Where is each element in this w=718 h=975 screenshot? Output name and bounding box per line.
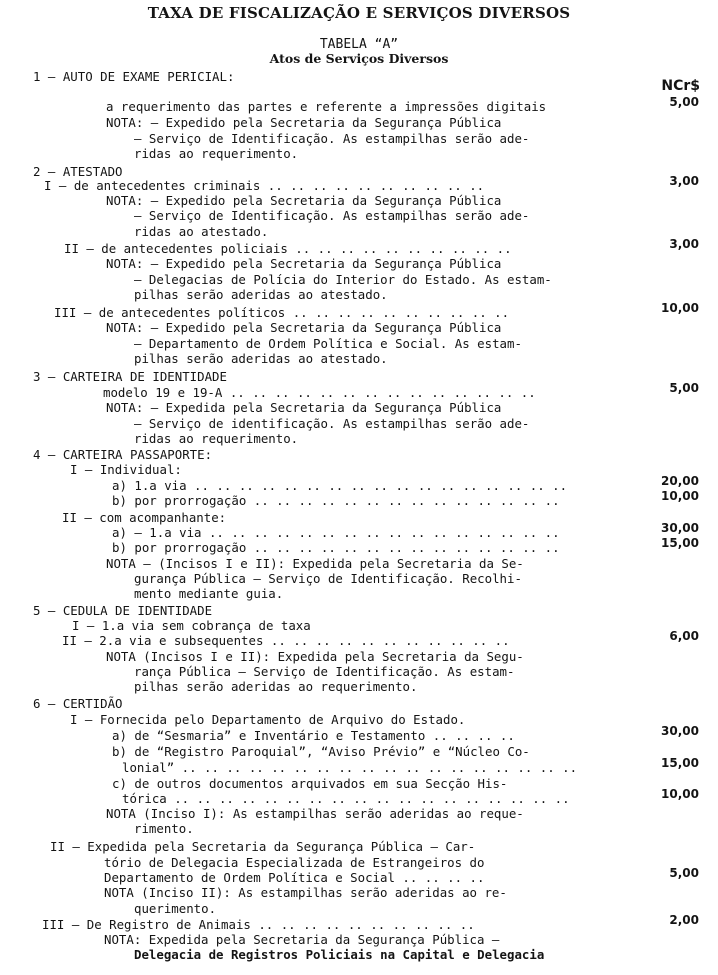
- fee-value: 30,00: [661, 521, 699, 535]
- text-line: [62, 510, 317, 526]
- text-line: [33, 603, 313, 619]
- line-text: NOTA: — Expedida pela Secretaria da Segurança Pública: [106, 400, 502, 415]
- text-line: [134, 664, 614, 680]
- table-label: TABELA “A”: [319, 37, 399, 52]
- line-text: b) por prorrogação .. .. .. .. .. .. .. .. .. .. .. .. .. ..: [112, 540, 560, 555]
- text-line: [134, 272, 614, 288]
- currency-header: NCr$: [661, 78, 700, 94]
- text-line: [70, 712, 570, 728]
- line-text: 2 — ATESTADO: [33, 164, 123, 179]
- line-text: mento mediante guia.: [134, 586, 284, 601]
- text-line: [134, 208, 614, 224]
- text-line: [112, 525, 612, 541]
- table-subtitle: Atos de Serviços Diversos: [269, 51, 449, 66]
- line-text: b) de “Registro Paroquial”, “Aviso Prévio” e “Núcleo Co-: [112, 744, 530, 759]
- text-line: [112, 478, 612, 494]
- line-text: NOTA (Inciso I): As estampilhas serão aderidas ao reque-: [106, 806, 524, 821]
- text-line: [106, 256, 616, 272]
- line-text: Departamento de Ordem Política e Social .. .. .. ..: [104, 870, 485, 885]
- line-text: querimento.: [134, 901, 217, 916]
- line-text: gurança Pública — Serviço de Identificação. Recolhi-: [134, 571, 522, 586]
- fee-value: 5,00: [669, 381, 699, 395]
- text-line: [134, 821, 244, 837]
- text-line: [134, 679, 484, 695]
- text-line: [104, 932, 614, 948]
- line-text: a) — 1.a via .. .. .. .. .. .. .. .. .. .. .. .. .. .. .. ..: [112, 525, 560, 540]
- line-text: a) 1.a via .. .. .. .. .. .. .. .. .. .. .. .. .. .. .. .. ..: [112, 478, 568, 493]
- text-line: [112, 776, 612, 792]
- line-text: III — De Registro de Animais .. .. .. .. .. .. .. .. .. ..: [42, 917, 475, 932]
- text-line: [134, 416, 614, 432]
- line-text: ridas ao requerimento.: [134, 146, 299, 161]
- text-line: [134, 586, 324, 602]
- text-line: [134, 351, 454, 367]
- text-line: [33, 69, 343, 85]
- line-text: NOTA (Inciso II): As estampilhas serão aderidas ao re-: [104, 885, 507, 900]
- line-text: — Serviço de Identificação. As estampilhas serão ade-: [134, 131, 530, 146]
- line-text: — Serviço de identificação. As estampilhas serão ade-: [134, 416, 530, 431]
- text-line: [72, 618, 372, 634]
- line-text: II — de antecedentes policiais .. .. .. .. .. .. .. .. .. ..: [64, 241, 512, 256]
- line-text: rimento.: [134, 821, 194, 836]
- text-line: [64, 241, 584, 257]
- line-text: pilhas serão aderidas ao atestado.: [134, 287, 388, 302]
- fee-value: 30,00: [661, 724, 699, 738]
- text-line: [42, 917, 612, 933]
- text-line: [106, 320, 616, 336]
- line-text: c) de outros documentos arquivados em sua Secção His-: [112, 776, 508, 791]
- line-text: tórica .. .. .. .. .. .. .. .. .. .. .. .. .. .. .. .. .. ..: [122, 791, 570, 806]
- line-text: rança Pública — Serviço de Identificação. As estam-: [134, 664, 515, 679]
- line-text: a) de “Sesmaria” e Inventário e Testamento .. .. .. ..: [112, 728, 515, 743]
- fee-value: 3,00: [669, 174, 699, 188]
- text-line: [134, 571, 616, 587]
- line-text: pilhas serão aderidas ao atestado.: [134, 351, 388, 366]
- line-text: II — com acompanhante:: [62, 510, 227, 525]
- text-line: [134, 901, 254, 917]
- text-line: [106, 806, 616, 822]
- text-line: [103, 385, 613, 401]
- text-line: [134, 224, 304, 240]
- text-line: [134, 431, 344, 447]
- line-text: — Departamento de Ordem Política e Social. As estam-: [134, 336, 522, 351]
- line-text: NOTA (Incisos I e II): Expedida pela Secretaria da Segu-: [106, 649, 524, 664]
- line-text: I — Fornecida pelo Departamento de Arquivo do Estado.: [70, 712, 466, 727]
- line-text: III — de antecedentes políticos .. .. .. .. .. .. .. .. .. ..: [54, 305, 510, 320]
- line-text: I — de antecedentes criminais .. .. .. .. .. .. .. .. .. ..: [44, 178, 485, 193]
- line-text: tório de Delegacia Especializada de Estrangeiros do: [104, 855, 485, 870]
- text-line: [33, 696, 183, 712]
- line-text: 5 — CEDULA DE IDENTIDADE: [33, 603, 213, 618]
- text-line: [62, 633, 607, 649]
- text-line: [112, 744, 612, 760]
- fee-value: 3,00: [669, 237, 699, 251]
- text-line: [106, 193, 616, 209]
- fee-value: 6,00: [669, 629, 699, 643]
- text-line: [106, 400, 616, 416]
- line-text: b) por prorrogação .. .. .. .. .. .. .. .. .. .. .. .. .. ..: [112, 493, 560, 508]
- text-line: [33, 369, 363, 385]
- text-line: [104, 885, 614, 901]
- line-text: modelo 19 e 19-A .. .. .. .. .. .. .. .. .. .. .. .. .. ..: [103, 385, 536, 400]
- line-text: 4 — CARTEIRA PASSAPORTE:: [33, 447, 213, 462]
- text-line: [44, 178, 584, 194]
- fee-value: 10,00: [661, 787, 699, 801]
- line-text: NOTA: — Expedido pela Secretaria da Segurança Pública: [106, 256, 502, 271]
- text-line: [104, 855, 614, 871]
- line-text: lonial” .. .. .. .. .. .. .. .. .. .. .. .. .. .. .. .. .. ..: [122, 760, 578, 775]
- text-line: [134, 146, 364, 162]
- text-line: [112, 540, 612, 556]
- text-line: [106, 556, 616, 572]
- fee-value: 5,00: [669, 866, 699, 880]
- text-line: [134, 131, 614, 147]
- line-text: NOTA: Expedida pela Secretaria da Segurança Pública —: [104, 932, 500, 947]
- text-line: [106, 99, 648, 115]
- line-text: II — Expedida pela Secretaria da Segurança Pública — Car-: [50, 839, 476, 854]
- text-line: [50, 839, 612, 855]
- text-line: [112, 493, 612, 509]
- fee-value: 15,00: [661, 536, 699, 550]
- line-text: NOTA: — Expedido pela Secretaria da Segurança Pública: [106, 115, 502, 130]
- line-text: — Serviço de Identificação. As estampilhas serão ade-: [134, 208, 530, 223]
- page-title: TAXA DE FISCALIZAÇÃO E SERVIÇOS DIVERSOS: [147, 4, 571, 22]
- fee-value: 10,00: [661, 489, 699, 503]
- text-line: [134, 336, 614, 352]
- line-text: NOTA: — Expedido pela Secretaria da Segurança Pública: [106, 193, 502, 208]
- line-text: 3 — CARTEIRA DE IDENTIDADE: [33, 369, 227, 384]
- text-line: [106, 115, 614, 131]
- fee-value: 2,00: [669, 913, 699, 927]
- line-text: ridas ao atestado.: [134, 224, 269, 239]
- line-text: Delegacia de Registros Policiais na Capital e Delegacia: [134, 947, 545, 962]
- text-line: [106, 649, 616, 665]
- text-line: [70, 462, 210, 478]
- line-text: 1 — AUTO DE EXAME PERICIAL:: [33, 69, 235, 84]
- line-text: 6 — CERTIDÃO: [33, 696, 123, 711]
- text-line: [54, 305, 584, 321]
- text-line: [134, 947, 614, 963]
- line-text: pilhas serão aderidas ao requerimento.: [134, 679, 418, 694]
- text-line: [122, 760, 612, 776]
- line-text: I — Individual:: [70, 462, 182, 477]
- line-text: I — 1.a via sem cobrança de taxa: [72, 618, 311, 633]
- fee-value: 5,00: [669, 95, 699, 109]
- line-text: ridas ao requerimento.: [134, 431, 299, 446]
- fee-value: 15,00: [661, 756, 699, 770]
- text-line: [134, 287, 454, 303]
- line-text: II — 2.a via e subsequentes .. .. .. .. .. .. .. .. .. .. ..: [62, 633, 510, 648]
- fee-value: 10,00: [661, 301, 699, 315]
- line-text: a requerimento das partes e referente a impressões digitais: [106, 99, 547, 114]
- line-text: NOTA: — Expedido pela Secretaria da Segurança Pública: [106, 320, 502, 335]
- line-text: — Delegacias de Polícia do Interior do Estado. As estam-: [134, 272, 552, 287]
- text-line: [122, 791, 612, 807]
- line-text: NOTA — (Incisos I e II): Expedida pela Secretaria da Se-: [106, 556, 524, 571]
- text-line: [104, 870, 614, 886]
- text-line: [112, 728, 612, 744]
- fee-value: 20,00: [661, 474, 699, 488]
- text-line: [33, 447, 303, 463]
